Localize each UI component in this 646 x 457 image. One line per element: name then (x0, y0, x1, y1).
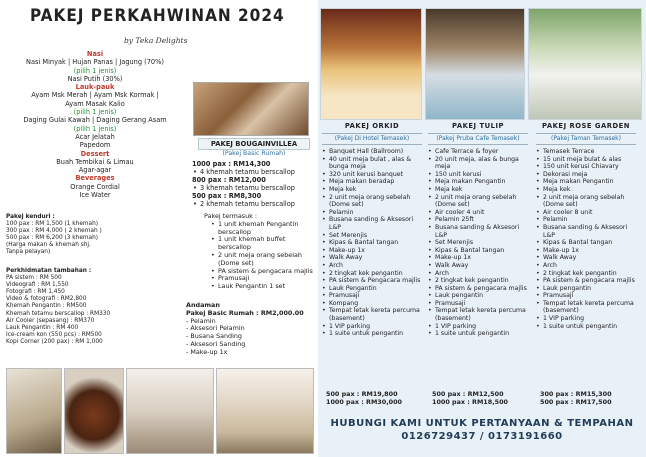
package-name: PAKEJ ORKID (322, 122, 422, 134)
service-line: Video & fotografi : RM2,800 (6, 296, 87, 303)
package-item: • 1 suite untuk pengantin (536, 323, 636, 331)
package-item: • Set Merenjis (322, 232, 422, 240)
package-item: • Lauk pengantin (536, 285, 636, 293)
package-item: • 2 unit meja orang sebelah (Dome set) (322, 194, 422, 209)
bougainvillea-subtitle: (Pakej Basic Rumah) (222, 150, 286, 157)
includes-heading: Pakej termasuk : (204, 212, 258, 220)
menu-item: Nasi Minyak | Hujan Panas | Jagung (70%) (26, 58, 164, 67)
price-line: 1000 pax : RM18,500 (432, 398, 508, 406)
price-tier: 1000 pax : RM14,300 (192, 160, 271, 168)
package-item: • Busana sanding & Aksesori L&P (536, 224, 636, 239)
package-item: • 2 tingkat kek pengantin (322, 270, 422, 278)
package-item: • Meja kek (428, 186, 528, 194)
include-item: • Lauk Pengantin 1 set (210, 283, 318, 291)
andaman-section (186, 302, 316, 357)
package-item: • Air cooler 8 unit (536, 209, 636, 217)
menu-item: Ice Water (79, 191, 111, 200)
package-item: • Make-up 1x (536, 247, 636, 255)
menu-item: Ayam Msk Merah | Ayam Msk Kormak | (31, 91, 159, 100)
package-item: • Meja makan Pengantin (536, 178, 636, 186)
menu-heading-lauk: Lauk-pauk (75, 83, 115, 92)
package-item: • Tempat letak kereta percuma (basement) (322, 307, 422, 322)
additional-services (6, 268, 186, 346)
package-item: • Pelamin (536, 216, 636, 224)
include-item: • PA sistem & pengacara majlis (210, 268, 318, 276)
menu-note: (pilih 1 jenis) (73, 66, 117, 75)
kenduri-heading: Pakej kenduri : (6, 214, 55, 220)
menu-heading-beverages: Beverages (75, 174, 115, 183)
package-item: • 320 unit kerusi banquet (322, 171, 422, 179)
menu-item: Papedom (79, 141, 111, 150)
package-item: • Busana sanding & Aksesori L&P (322, 216, 422, 231)
andaman-line: - Busana Sanding (186, 332, 242, 341)
package-item: • PA sistem & pengacara majlis (428, 285, 528, 293)
package-item: • Arch (322, 262, 422, 270)
include-item: • Pramusaji (210, 275, 318, 283)
package-item: • Lauk pengantin (428, 292, 528, 300)
package-name: PAKEJ ROSE GARDEN (536, 122, 636, 134)
andaman-line: - Aksesori Pelamin (186, 324, 245, 333)
menu-item: Daging Gulai Kawah | Daging Gerang Asam (23, 116, 167, 125)
package-item: • Pramusaji (322, 292, 422, 300)
package-item: • Dekorasi meja (536, 171, 636, 179)
andaman-line: - Pelamin (186, 316, 216, 325)
package-item: • Busana sanding & Aksesori L&P (428, 224, 528, 239)
byline: by Teka Delights (124, 36, 188, 45)
orkid-prices (326, 390, 402, 406)
price-tier: 500 pax : RM8,300 (192, 192, 262, 200)
package-item: • Tempat letak kereta percuma (basement) (536, 300, 636, 315)
package-items (428, 148, 528, 338)
price-line: 300 pax : RM15,300 (540, 390, 612, 398)
menu-item: Ayam Masak Kalio (65, 99, 125, 108)
package-item: • Temasek Terrace (536, 148, 636, 156)
package-item: • Meja makan Pengantin (428, 178, 528, 186)
include-item: • 1 unit khemah buffet berscallop (210, 236, 318, 252)
menu-note: (pilih 1 jenis) (73, 108, 117, 117)
price-line: 500 pax : RM19,800 (326, 390, 398, 398)
package-item: • Lauk Pengantin (322, 285, 422, 293)
package-item: • PA sistem & Pengacara majlis (322, 277, 422, 285)
menu-note: (pilih 1 jenis) (73, 124, 117, 133)
andaman-heading: Andaman (186, 301, 220, 309)
service-line: Kopi Corner (200 pax) : RM 1,000 (6, 338, 103, 345)
bougainvillea-title: PAKEJ BOUGAINVILLEA (198, 138, 310, 150)
menu-list (6, 50, 184, 199)
photo-food-dish (64, 368, 124, 454)
page-title: PAKEJ PERKAHWINAN 2024 (30, 6, 285, 26)
package-item: • Meja kek (322, 186, 422, 194)
package-item: • Make-up 1x (428, 254, 528, 262)
contact-heading: HUBUNGI KAMI UNTUK PERTANYAAN & TEMPAHAN (330, 418, 634, 429)
andaman-line: - Make-up 1x (186, 347, 228, 356)
package-item: • Meja kek (536, 186, 636, 194)
photo-dining-hall (126, 368, 214, 454)
package-item: • 15 unit meja bulat & alas (536, 156, 636, 164)
price-tier: 800 pax : RM12,000 (192, 176, 266, 184)
package-item: • Walk Away (536, 254, 636, 262)
kenduri-section (6, 214, 186, 256)
package-item: • 2 unit meja orang sebelah (Dome set) (428, 194, 528, 209)
buffet-photo (193, 82, 309, 136)
tier-item: • 2 khemah tetamu berscallop (192, 200, 316, 208)
services-heading: Perkhidmatan tambahan : (6, 268, 92, 274)
price-line: 500 pax : RM12,500 (432, 390, 504, 398)
package-item: • 1 suite untuk pengantin (428, 330, 528, 338)
package-item: • 20 unit meja, alas & bunga meja (428, 156, 528, 171)
photo-menu-card (6, 368, 62, 454)
menu-heading-dessert: Dessert (80, 149, 110, 158)
tier-item: • 4 khemah tetamu berscallop (192, 168, 316, 176)
package-item: • 150 unit kerusi (428, 171, 528, 179)
package-item: • 40 unit meja bulat , alas & bunga meja (322, 156, 422, 171)
bougainvillea-prices (192, 160, 316, 208)
photo-wedding-dais (216, 368, 314, 454)
photo-ballroom (320, 8, 422, 120)
package-item: • Walk Away (322, 254, 422, 262)
service-line: Ice-cream kon (550 pcs) : RM500 (6, 331, 102, 338)
package-item: • Air cooler 4 unit (428, 209, 528, 217)
service-line: Lauk Pengantin : RM 400 (6, 324, 79, 331)
service-line: Fotografi : RM 1,450 (6, 289, 65, 296)
package-item: • Make-up 1x (322, 247, 422, 255)
menu-item: Agar-agar (78, 166, 112, 175)
package-item: • 2 tingkat kek pengantin (536, 270, 636, 278)
kenduri-line: 500 pax : RM 6,200 (3 khemah) (6, 235, 99, 241)
rose-garden-prices (540, 390, 612, 406)
package-item: • Set Merenjis (428, 239, 528, 247)
package-item: • Meja makan beradap (322, 178, 422, 186)
kenduri-line: Tanpa pelayan) (6, 249, 51, 255)
service-line: PA sistem : RM 500 (6, 275, 62, 282)
include-item: • 1 unit khemah Pengantin berscallop (210, 221, 318, 237)
menu-item: Nasi Putih (30%) (67, 74, 123, 83)
package-item: • 2 unit meja orang sebelah (Dome set) (536, 194, 636, 209)
package-name: PAKEJ TULIP (428, 122, 528, 134)
package-items (322, 148, 422, 338)
package-item: • 150 unit kerusi Chiavary (536, 163, 636, 171)
service-line: Air Cooler (sepasang) : RM370 (6, 317, 95, 324)
package-items (536, 148, 636, 330)
package-item: • Pramusaji (428, 300, 528, 308)
tulip-prices (432, 390, 508, 406)
package-orkid (322, 122, 422, 338)
package-item: • Arch (428, 270, 528, 278)
package-rose-garden (536, 122, 636, 330)
photo-cafe-buffet (425, 8, 525, 120)
andaman-sub: Pakej Basic Rumah : RM2,000.00 (186, 308, 304, 317)
package-item: • Kipas & Bantal tangan (536, 239, 636, 247)
kenduri-line: 100 pax : RM 1,500 (1 khemah) (6, 221, 99, 227)
menu-heading-nasi: Nasi (86, 50, 104, 58)
left-panel (0, 0, 318, 457)
price-line: 500 pax : RM17,500 (540, 398, 612, 406)
package-item: • 1 suite untuk pengantin (322, 330, 422, 338)
price-line: 1000 pax : RM30,000 (326, 398, 402, 406)
include-item: • 2 unit meja orang sebelah (Dome set) (210, 252, 318, 268)
package-item: • Kompang (322, 300, 422, 308)
package-item: • Walk Away (428, 262, 528, 270)
package-item: • 1 VIP parking (428, 323, 528, 331)
package-item: • Pelamin 25ft (428, 216, 528, 224)
package-item: • Pelamin (322, 209, 422, 217)
tier-item: • 3 khemah tetamu berscallop (192, 184, 316, 192)
bougainvillea-includes (204, 212, 318, 291)
package-item: • Kipas & Bantal tangan (322, 239, 422, 247)
photo-garden (528, 8, 642, 120)
andaman-line: - Aksesori Sanding (186, 339, 246, 348)
menu-item: Acar Jelatah (75, 132, 115, 141)
right-panel (318, 0, 646, 457)
package-item: • Pramusaji (536, 292, 636, 300)
package-item: • 1 VIP parking (536, 315, 636, 323)
contact-phone[interactable]: 0126729437 / 0173191660 (401, 431, 563, 442)
package-item: • Arch (536, 262, 636, 270)
package-tulip (428, 122, 528, 338)
bottom-photo-strip (6, 368, 316, 454)
package-subtitle: (Pakej Taman Temasek) (536, 134, 636, 145)
contact-block (318, 417, 646, 443)
package-item: • Tempat letak kereta percuma (basement) (428, 307, 528, 322)
kenduri-line: (Harga makan & khemah shj. (6, 242, 91, 248)
package-item: • 2 tingkat kek pengantin (428, 277, 528, 285)
service-line: Khemah tetamu berscallop : RM330 (6, 310, 111, 317)
package-item: • Banquet Hall (Ballroom) (322, 148, 422, 156)
kenduri-line: 300 pax : RM 4,000 ( 2 khemah ) (6, 228, 102, 234)
package-subtitle: (Pakej Di Hotel Temasek) (322, 134, 422, 145)
package-item: • 1 VIP parking (322, 323, 422, 331)
package-item: • Cafe Terrace & foyer (428, 148, 528, 156)
package-subtitle: (Pakej Pruba Cafe Temasek) (428, 134, 528, 145)
service-line: Khemah Pengantin : RM500 (6, 303, 87, 310)
package-item: • Kipas & Bantal tangan (428, 247, 528, 255)
service-line: Videografi : RM 1,550 (6, 282, 69, 289)
menu-item: Buah Tembikai & Limau (56, 157, 134, 166)
package-item: • PA sistem & pengacara majlis (536, 277, 636, 285)
menu-item: Orange Cordial (70, 182, 120, 191)
